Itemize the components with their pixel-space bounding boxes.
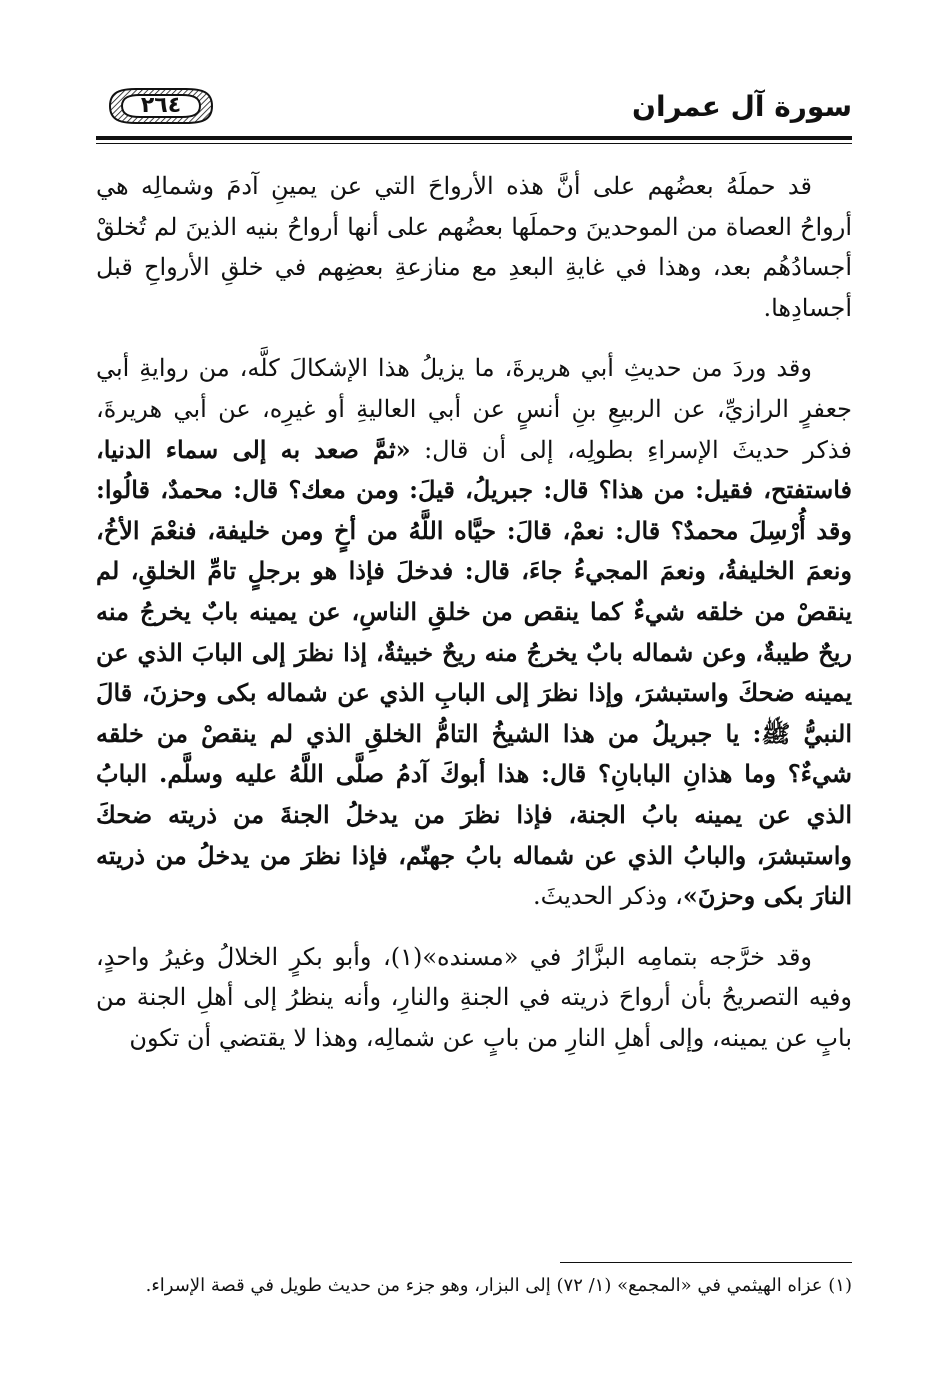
page-number-badge: [106, 86, 216, 126]
footnote: (١) عزاه الهيثمي في «المجمع» (١/ ٧٢) إلى البزار، وهو جزء من حديث طويل في قصة الإسراء.: [145, 1275, 852, 1296]
paragraph-2-intro: وقد وردَ من حديثِ أبي هريرةَ، ما يزيلُ هذا الإشكالَ كلَّه، من روايةِ أبي جعفرٍ الرازيِّ، عن الربيعِ بنِ أنسٍ عن أبي العاليةِ أو غيرِه، عن أبي هريرةَ، فذكر حديثَ الإسراءِ بطولِه، إلى أن قال:: [96, 354, 853, 464]
surah-title: سورة آل عمران: [632, 90, 852, 123]
header-rule-thin: [96, 143, 852, 144]
paragraph-1: قد حملَهُ بعضُهم على أنَّ هذه الأرواحَ التي عن يمينِ آدمَ وشمالِه هي أرواحُ العصاة من الموحدينَ وحملَها بعضُهم على أنها أرواحُ بنيه الذينَ لم تُخلقْ أجسادُهُم بعد، وهذا في غايةِ البعدِ مع منازعةِ بعضِهم في خلقِ الأرواحِ قبل أجسادِها.: [96, 172, 852, 322]
hadith-quote: «ثمَّ صعد به إلى سماء الدنيا، فاستفتح، فقيل: من هذا؟ قال: جبريلُ، قيلَ: ومن معك؟ قال: محمدٌ، قالُوا: وقد أُرْسِلَ محمدٌ؟ قال: نعمْ، قالَ: حيَّاه اللَّهُ من أخٍ ومن خليفة، فنعْمَ الأخُ، ونعمَ الخليفةُ، ونعمَ المجيءُ جاءَ، قال: فدخلَ فإذا هو برجلٍ تامِّ الخلقِ، لم ينقصْ من خلقه شيءٌ كما ينقص من خلقِ الناسِ، عن يمينه بابٌ يخرجُ منه ريحٌ طيبةٌ، وعن شماله بابٌ يخرجُ منه ريحٌ خبيثةٌ، إذا نظرَ إلى البابَ الذي عن يمينه ضحكَ واستبشرَ، وإذا نظرَ إلى البابِ الذي عن شماله بكى وحزنَ، قالَ النبيُّ ﷺ: يا جبريلُ من هذا الشيخُ التامُّ الخلقِ الذي لم ينقصْ من خلقه شيءٌ؟ وما هذانِ البابانِ؟ قال: هذا أبوكَ آدمُ صلَّى اللَّهُ عليه وسلَّم. البابُ الذي عن يمينه بابُ الجنة، فإذا نظرَ من يدخلُ الجنةَ من ذريته ضحكَ واستبشرَ، والبابُ الذي عن شماله بابُ جهنّم، فإذا نظرَ من يدخلُ من ذريته النارَ بكى وحزنَ»: [96, 434, 852, 911]
footnote-rule: [560, 1262, 852, 1263]
header-rule-thick: [96, 136, 852, 140]
page-number: ٢٦٤: [140, 93, 182, 118]
paragraph-2-outro: ، وذكر الحديثَ.: [533, 882, 683, 911]
paragraph-3: وقد خرَّجه بتمامِه البزَّارُ في «مسنده»(١)، وأبو بكرٍ الخلالُ وغيرُ واحدٍ، وفيه التصريحُ بأن أرواحَ ذريته في الجنةِ والنارِ، وأنه ينظرُ إلى أهلِ الجنة من بابٍ عن يمينه، وإلى أهلِ النارِ من بابٍ عن شمالِه، وهذا لا يقتضي أن تكون: [96, 942, 852, 1052]
page-header: [96, 84, 852, 144]
body-text: [96, 166, 852, 1058]
paragraph-2: [96, 348, 852, 916]
